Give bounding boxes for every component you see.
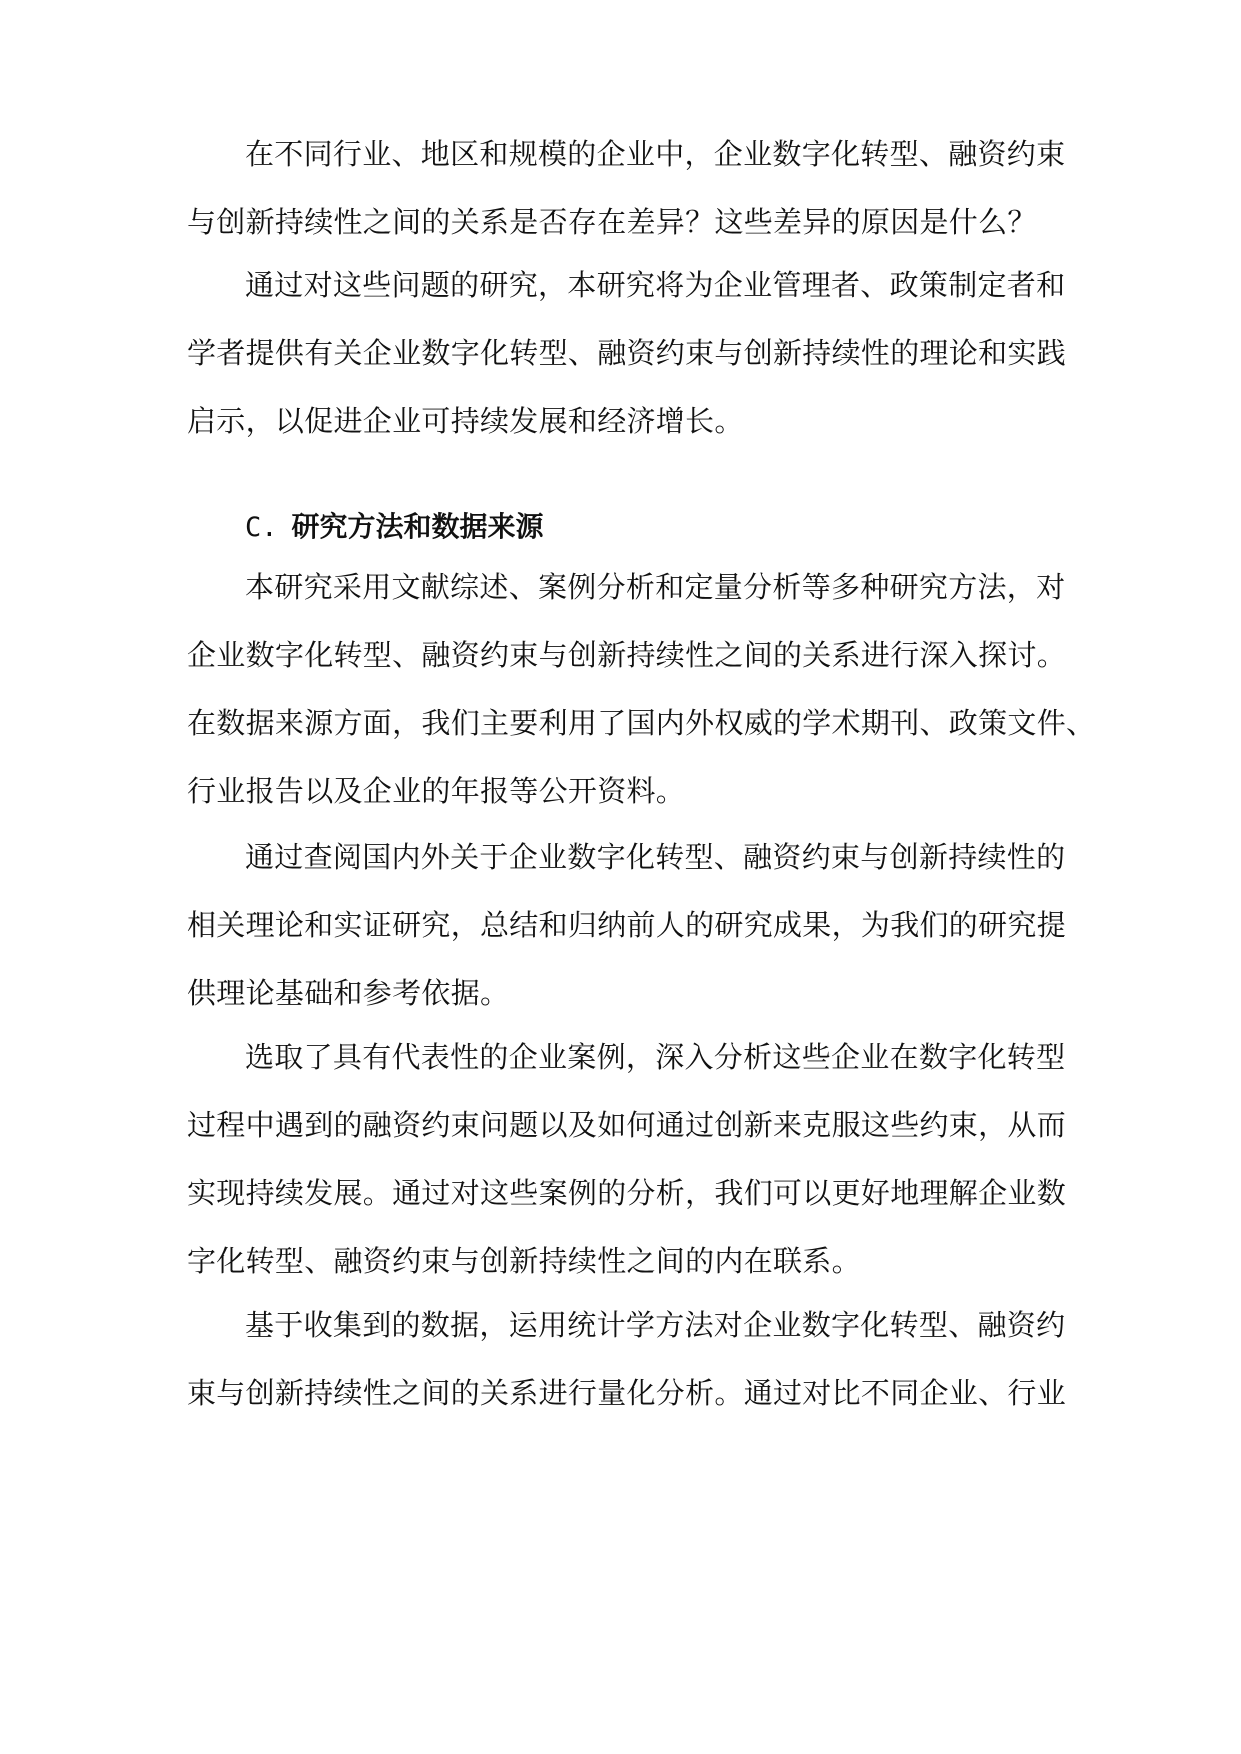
paragraph-line: 行业报告以及企业的年报等公开资料。 bbox=[187, 774, 686, 808]
paragraph-line: 企业数字化转型、融资约束与创新持续性之间的关系进行深入探讨。 bbox=[187, 638, 1067, 672]
paragraph-line: 与创新持续性之间的关系是否存在差异？这些差异的原因是什么？ bbox=[187, 205, 1037, 239]
paragraph-line: 学者提供有关企业数字化转型、融资约束与创新持续性的理论和实践 bbox=[187, 336, 1067, 370]
paragraph-line: 束与创新持续性之间的关系进行量化分析。通过对比不同企业、行业 bbox=[187, 1376, 1067, 1410]
section-heading bbox=[245, 510, 544, 545]
paragraph-line: 实现持续发展。通过对这些案例的分析，我们可以更好地理解企业数 bbox=[187, 1176, 1067, 1210]
paragraph-line: 字化转型、融资约束与创新持续性之间的内在联系。 bbox=[187, 1244, 861, 1278]
paragraph-line: 本研究采用文献综述、案例分析和定量分析等多种研究方法，对 bbox=[245, 570, 1066, 604]
section-title: 研究方法和数据来源 bbox=[291, 510, 544, 543]
paragraph-line: 基于收集到的数据，运用统计学方法对企业数字化转型、融资约 bbox=[245, 1308, 1066, 1342]
paragraph-line: 通过查阅国内外关于企业数字化转型、融资约束与创新持续性的 bbox=[245, 840, 1066, 874]
paragraph-line: 在不同行业、地区和规模的企业中，企业数字化转型、融资约束 bbox=[245, 137, 1066, 171]
paragraph-line: 选取了具有代表性的企业案例，深入分析这些企业在数字化转型 bbox=[245, 1040, 1066, 1074]
paragraph-line: 在数据来源方面，我们主要利用了国内外权威的学术期刊、政策文件、 bbox=[187, 706, 1096, 740]
paragraph-line: 过程中遇到的融资约束问题以及如何通过创新来克服这些约束，从而 bbox=[187, 1108, 1067, 1142]
paragraph-line: 供理论基础和参考依据。 bbox=[187, 976, 510, 1010]
paragraph-line: 相关理论和实证研究，总结和归纳前人的研究成果，为我们的研究提 bbox=[187, 908, 1067, 942]
paragraph-line: 启示，以促进企业可持续发展和经济增长。 bbox=[187, 404, 744, 438]
paragraph-line: 通过对这些问题的研究，本研究将为企业管理者、政策制定者和 bbox=[245, 268, 1066, 302]
section-number: C. bbox=[245, 512, 278, 543]
